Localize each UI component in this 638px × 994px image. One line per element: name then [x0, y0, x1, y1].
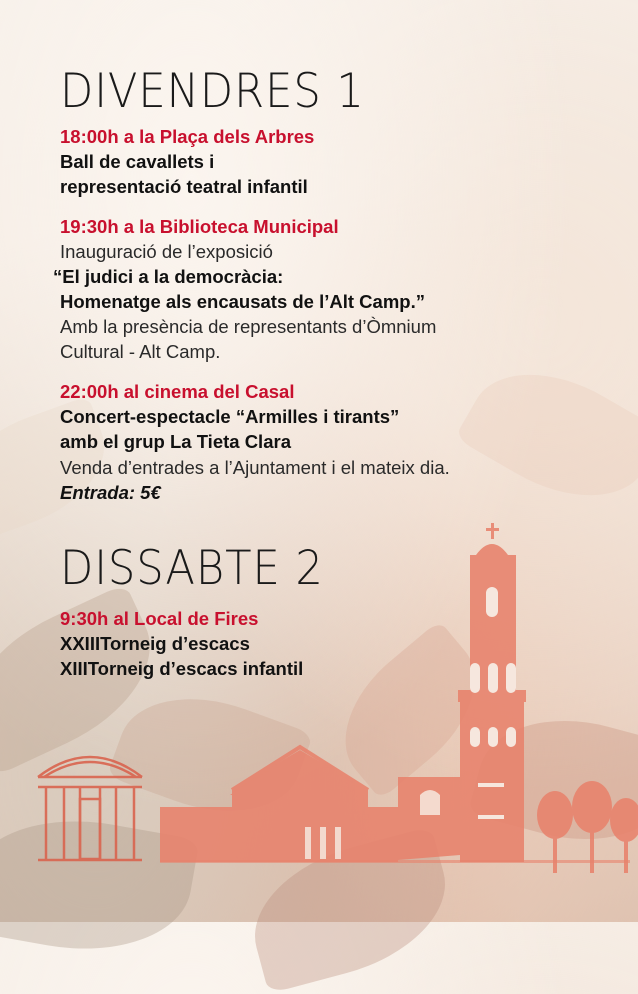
event-note: Cultural - Alt Camp.	[60, 341, 221, 362]
event-title-line: amb el grup La Tieta Clara	[60, 431, 291, 452]
event-time-place: 9:30h al Local de Fires	[60, 608, 259, 629]
event-title-line: Concert-espectacle “Armilles i tirants”	[60, 406, 400, 427]
event-time-place: 22:00h al cinema del Casal	[60, 381, 295, 402]
day-title-saturday: DISSABTE 2	[60, 541, 324, 596]
event-time-place: 18:00h a la Plaça dels Arbres	[60, 126, 315, 147]
event-note: Amb la presència de representants d’Òmnium	[60, 316, 437, 337]
event-price: Entrada: 5€	[60, 482, 161, 503]
event-intro: Inauguració de l’exposició	[60, 241, 273, 262]
event-title-line: “El judici a la democràcia:	[53, 266, 284, 287]
event-note: Venda d’entrades a l’Ajuntament i el mateix dia.	[60, 457, 450, 478]
event-title-line: Homenatge als encausats de l’Alt Camp.”	[60, 291, 425, 312]
day-title-friday: DIVENDRES 1	[60, 64, 365, 119]
event-title-line: XIIITorneig d’escacs infantil	[60, 658, 304, 679]
event-title-line: Ball de cavallets i	[60, 151, 215, 172]
event-time-place: 19:30h a la Biblioteca Municipal	[60, 216, 339, 237]
event-title-line: representació teatral infantil	[60, 176, 308, 197]
event-title-line: XXIIITorneig d’escacs	[60, 633, 250, 654]
